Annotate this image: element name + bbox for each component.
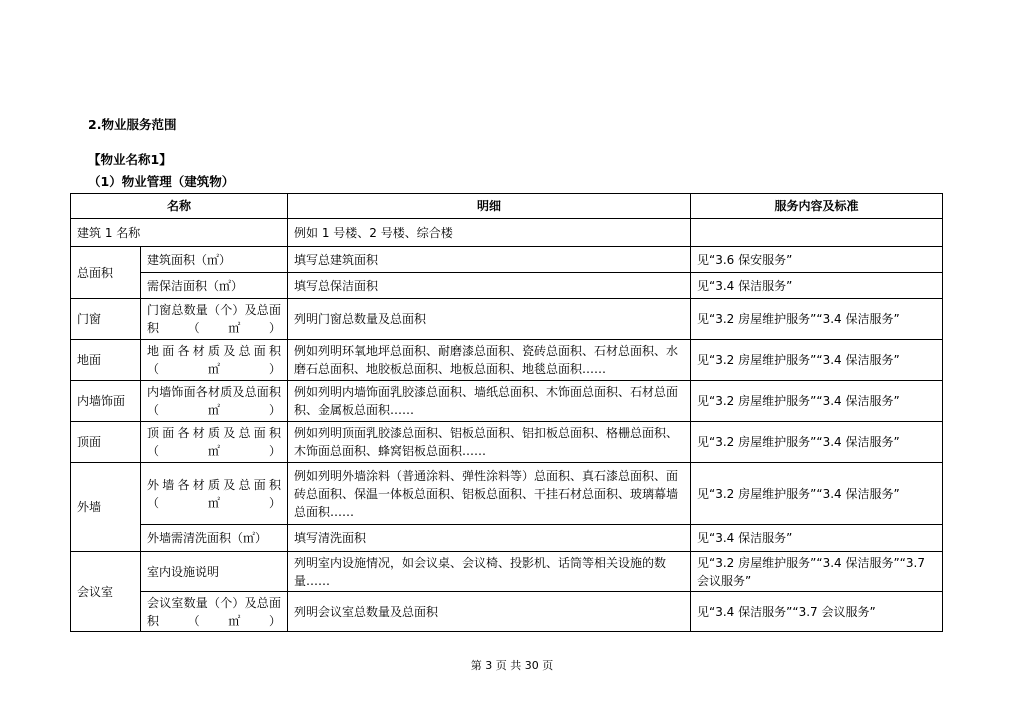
detail-cell: 例如列明顶面乳胶漆总面积、铝板总面积、铝扣板总面积、格栅总面积、木饰面总面积、蜂窝铝板总面积…… xyxy=(288,422,691,463)
detail-cell: 例如列明外墙涂料（普通涂料、弹性涂料等）总面积、真石漆总面积、面砖总面积、保温一体板总面积、铝板总面积、干挂石材总面积、玻璃幕墙总面积…… xyxy=(288,463,691,525)
page-footer: 第 3 页 共 30 页 xyxy=(470,659,554,672)
item-cell: 顶面各材质及总面积（㎡） xyxy=(141,422,288,463)
standard-cell: 见“3.6 保安服务” xyxy=(691,247,943,273)
detail-cell: 例如列明内墙饰面乳胶漆总面积、墙纸总面积、木饰面总面积、石材总面积、金属板总面积…… xyxy=(288,381,691,422)
table-row xyxy=(71,463,943,525)
detail-cell: 填写总保洁面积 xyxy=(288,273,691,299)
detail-cell: 列明会议室总数量及总面积 xyxy=(288,592,691,632)
building-name-detail: 例如 1 号楼、2 号楼、综合楼 xyxy=(288,219,691,247)
item-cell: 内墙饰面各材质及总面积（㎡） xyxy=(141,381,288,422)
header-detail: 明细 xyxy=(288,194,691,219)
item-cell: 门窗总数量（个）及总面积（㎡） xyxy=(141,299,288,340)
category-cell: 会议室 xyxy=(71,552,141,632)
table-header-row xyxy=(71,194,943,219)
building-name-label: 建筑 1 名称 xyxy=(71,219,288,247)
table-row xyxy=(71,340,943,381)
standard-cell: 见“3.2 房屋维护服务”“3.4 保洁服务”“3.7 会议服务” xyxy=(691,552,943,592)
standard-cell: 见“3.2 房屋维护服务”“3.4 保洁服务” xyxy=(691,340,943,381)
standard-cell: 见“3.4 保洁服务” xyxy=(691,525,943,552)
standard-cell: 见“3.4 保洁服务” xyxy=(691,273,943,299)
building-name-standard xyxy=(691,219,943,247)
detail-cell: 列明室内设施情况，如会议桌、会议椅、投影机、话筒等相关设施的数量…… xyxy=(288,552,691,592)
category-cell: 地面 xyxy=(71,340,141,381)
table-row xyxy=(71,273,943,299)
detail-cell: 填写清洗面积 xyxy=(288,525,691,552)
header-name: 名称 xyxy=(71,194,288,219)
standard-cell: 见“3.2 房屋维护服务”“3.4 保洁服务” xyxy=(691,422,943,463)
header-standard: 服务内容及标准 xyxy=(691,194,943,219)
category-cell: 总面积 xyxy=(71,247,141,299)
sub-title: （1）物业管理（建筑物） xyxy=(88,174,235,189)
item-cell: 外墙各材质及总面积（㎡） xyxy=(141,463,288,525)
standard-cell: 见“3.2 房屋维护服务”“3.4 保洁服务” xyxy=(691,381,943,422)
standard-cell: 见“3.4 保洁服务”“3.7 会议服务” xyxy=(691,592,943,632)
table-row xyxy=(71,525,943,552)
detail-cell: 列明门窗总数量及总面积 xyxy=(288,299,691,340)
item-cell: 外墙需清洗面积（㎡） xyxy=(141,525,288,552)
property-spec-table xyxy=(70,193,943,632)
property-name: 【物业名称1】 xyxy=(88,152,172,167)
detail-cell: 填写总建筑面积 xyxy=(288,247,691,273)
table-row xyxy=(71,247,943,273)
table-row xyxy=(71,299,943,340)
section-title: 2.物业服务范围 xyxy=(88,117,177,132)
detail-cell: 例如列明环氧地坪总面积、耐磨漆总面积、瓷砖总面积、石材总面积、水磨石总面积、地胶板总面积、地板总面积、地毯总面积…… xyxy=(288,340,691,381)
category-cell: 门窗 xyxy=(71,299,141,340)
standard-cell: 见“3.2 房屋维护服务”“3.4 保洁服务” xyxy=(691,299,943,340)
table-row xyxy=(71,219,943,247)
category-cell: 内墙饰面 xyxy=(71,381,141,422)
item-cell: 地面各材质及总面积（㎡） xyxy=(141,340,288,381)
standard-cell: 见“3.2 房屋维护服务”“3.4 保洁服务” xyxy=(691,463,943,525)
table-row xyxy=(71,552,943,592)
table-row xyxy=(71,592,943,632)
category-cell: 外墙 xyxy=(71,463,141,552)
table-row xyxy=(71,422,943,463)
item-cell: 室内设施说明 xyxy=(141,552,288,592)
table-row xyxy=(71,381,943,422)
item-cell: 会议室数量（个）及总面积（㎡） xyxy=(141,592,288,632)
item-cell: 需保洁面积（㎡） xyxy=(141,273,288,299)
category-cell: 顶面 xyxy=(71,422,141,463)
item-cell: 建筑面积（㎡） xyxy=(141,247,288,273)
